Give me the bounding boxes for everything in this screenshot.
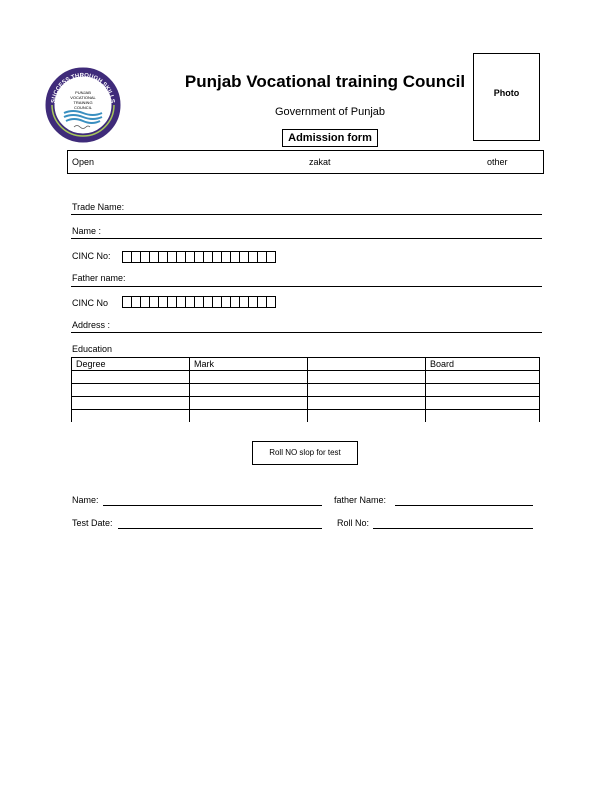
svg-text:SUCCESS THROUGH SKILLS: SUCCESS THROUGH SKILLS bbox=[51, 72, 115, 104]
page-subtitle: Government of Punjab bbox=[274, 106, 386, 118]
cnic-label: CINC No: bbox=[72, 251, 111, 261]
pvtc-logo bbox=[44, 66, 122, 144]
name-label: Name : bbox=[72, 226, 102, 236]
svg-text:COUNCIL: COUNCIL bbox=[73, 105, 93, 110]
svg-text:TRAINING: TRAINING bbox=[73, 100, 93, 105]
name-line[interactable] bbox=[71, 238, 542, 239]
father-name-label: Father name: bbox=[72, 273, 126, 283]
education-heading: Education bbox=[72, 344, 113, 354]
category-box bbox=[67, 150, 544, 174]
trade-name-label: Trade Name: bbox=[72, 202, 125, 212]
col-mark: Mark bbox=[190, 358, 308, 371]
col-board: Board bbox=[426, 358, 540, 371]
table-row[interactable] bbox=[72, 371, 540, 384]
svg-text:PUNJAB: PUNJAB bbox=[75, 90, 91, 95]
education-table bbox=[71, 357, 540, 422]
table-row[interactable] bbox=[72, 410, 540, 423]
table-row[interactable] bbox=[72, 397, 540, 410]
slip-name-line[interactable] bbox=[103, 505, 322, 506]
roll-no-slip-label: Roll NO slop for test bbox=[252, 441, 358, 465]
trade-name-line[interactable] bbox=[71, 214, 542, 215]
col-blank bbox=[308, 358, 426, 371]
table-row[interactable] bbox=[72, 384, 540, 397]
admission-form-label: Admission form bbox=[282, 129, 378, 147]
address-label: Address : bbox=[72, 320, 111, 330]
slip-father-name-label: father Name: bbox=[334, 495, 387, 505]
cnic-input-boxes[interactable] bbox=[122, 251, 275, 263]
page-title: Punjab Vocational training Council bbox=[184, 72, 466, 91]
address-line[interactable] bbox=[71, 332, 542, 333]
slip-name-label: Name: bbox=[72, 495, 99, 505]
slip-roll-no-label: Roll No: bbox=[337, 518, 370, 528]
category-zakat[interactable]: zakat bbox=[309, 157, 331, 167]
father-cnic-input-boxes[interactable] bbox=[122, 296, 275, 308]
slip-test-date-label: Test Date: bbox=[72, 518, 113, 528]
category-other[interactable]: other bbox=[487, 157, 508, 167]
col-degree: Degree bbox=[72, 358, 190, 371]
slip-father-name-line[interactable] bbox=[395, 505, 533, 506]
svg-text:VOCATIONAL: VOCATIONAL bbox=[70, 95, 96, 100]
category-open[interactable]: Open bbox=[72, 157, 95, 167]
photo-box[interactable]: Photo bbox=[473, 53, 540, 141]
slip-roll-no-line[interactable] bbox=[373, 528, 533, 529]
father-name-line[interactable] bbox=[71, 286, 542, 287]
education-header-row bbox=[72, 358, 540, 371]
slip-test-date-line[interactable] bbox=[118, 528, 322, 529]
father-cnic-label: CINC No bbox=[72, 298, 109, 308]
